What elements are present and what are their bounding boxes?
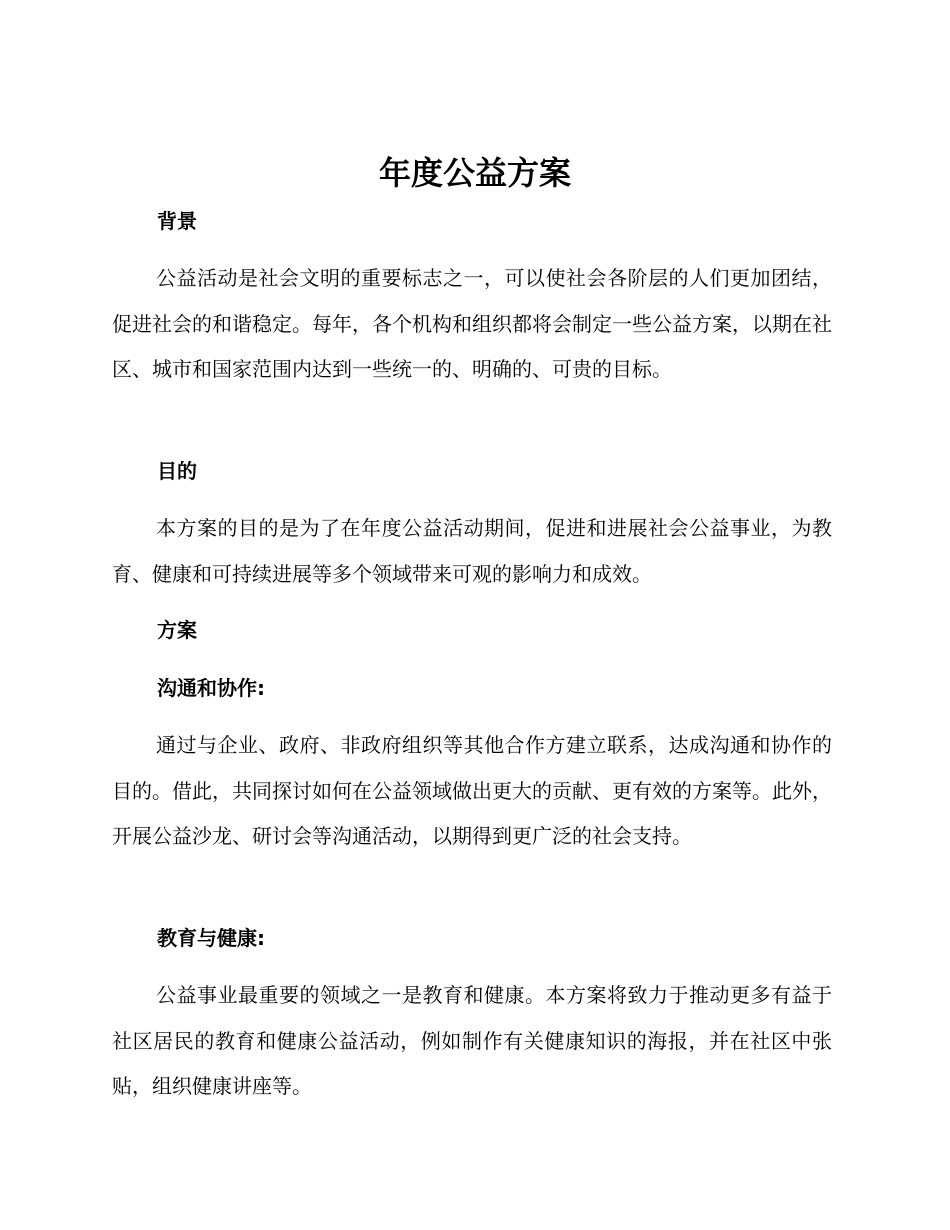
section-heading-education-health: 教育与健康:: [157, 926, 265, 950]
section-paragraph-purpose: 本方案的目的是为了在年度公益活动期间，促进和进展社会公益事业，为教育、健康和可持续进展等多个领域带来可观的影响力和成效。: [112, 516, 832, 586]
section-paragraph-education-health: 公益事业最重要的领域之一是教育和健康。本方案将致力于推动更多有益于社区居民的教育和健康公益活动，例如制作有关健康知识的海报，并在社区中张贴，组织健康讲座等。: [112, 983, 832, 1098]
section-heading-plan: 方案: [157, 618, 197, 642]
section-paragraph-communication: 通过与企业、政府、非政府组织等其他合作方建立联系，达成沟通和协作的目的。借此，共同探讨如何在公益领域做出更大的贡献、更有效的方案等。此外，开展公益沙龙、研讨会等沟通活动，以期得到更广泛的社会支持。: [112, 733, 832, 848]
section-heading-communication: 沟通和协作:: [157, 676, 265, 700]
section-paragraph-background: 公益活动是社会文明的重要标志之一，可以使社会各阶层的人们更加团结，促进社会的和谐稳定。每年，各个机构和组织都将会制定一些公益方案，以期在社区、城市和国家范围内达到一些统一的、明确的、可贵的目标。: [112, 266, 832, 381]
document-title: 年度公益方案: [378, 154, 571, 192]
section-heading-background: 背景: [157, 209, 197, 233]
section-heading-purpose: 目的: [157, 459, 197, 483]
